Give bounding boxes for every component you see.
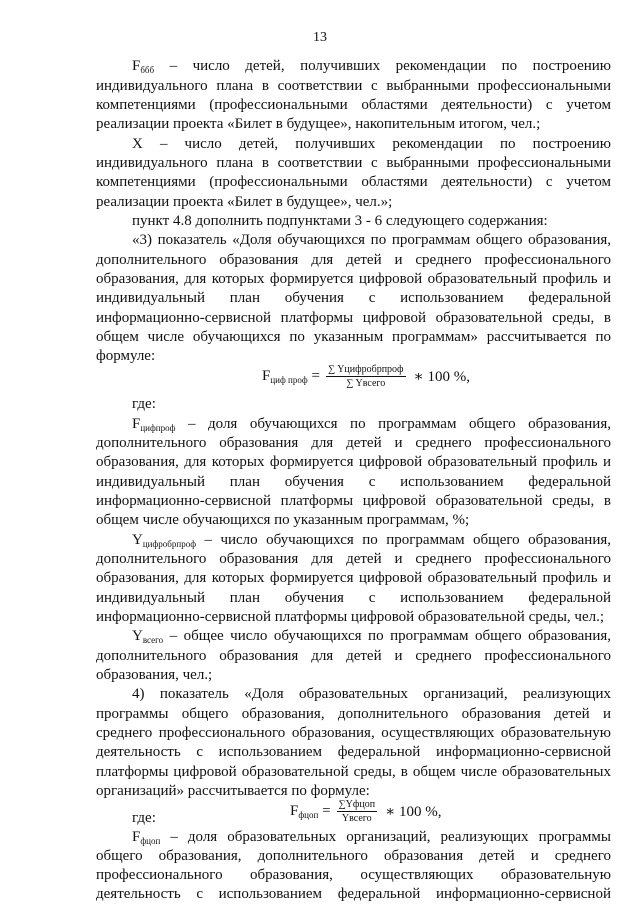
p5-line-6: организаций» рассчитывается по формуле:: [96, 783, 370, 799]
formula-2-numerator: ∑Yфцоп: [338, 799, 376, 810]
formula-1: [262, 364, 470, 389]
def2-line-5: информационно-сервисной платформы цифровой образовательной среды, чел.;: [96, 609, 605, 625]
p1-line-3: компетенциями (профессиональными областями деятельности) с учетом: [96, 97, 611, 113]
p4-line-1: «3) показатель «Доля обучающихся по программам общего образования,: [132, 232, 611, 248]
p5-line-4: деятельность с использованием федеральной информационно-сервисной: [96, 744, 611, 760]
formula-2-lhs: $F_{фцоп}$ =: [290, 803, 331, 820]
def4-line-2: общего образования, дополнительного образования детей и среднего: [96, 848, 611, 864]
formula-1-numerator: ∑ Yцифробрпроф: [327, 364, 404, 375]
where-1: где:: [132, 396, 156, 412]
def2-line-2: дополнительного образования для детей и среднего профессионального: [96, 551, 611, 567]
p1-line-4: реализации проекта «Билет в будущее», накопительным итогом, чел.;: [96, 116, 541, 132]
p4-line-3: образования, для которых формируется цифровой образовательный профиль и: [96, 271, 611, 287]
def1-line-3: образования, для которых формируется цифровой образовательный профиль и: [96, 454, 611, 470]
p5-line-5: платформы цифровой образовательной среды, в общем числе образовательных: [96, 764, 611, 780]
def4-line-4: деятельность с использованием федеральной информационно-сервисной: [96, 886, 611, 902]
p3-line: пункт 4.8 дополнить подпунктами 3 - 6 следующего содержания:: [132, 213, 548, 229]
p2-line-3: компетенциями (профессиональными областями деятельности) с учетом: [96, 174, 611, 190]
p5-line-2: программы общего образования, дополнительного образования детей и: [96, 706, 611, 722]
page-number: 13: [313, 30, 327, 45]
def3-line-3: образования, чел.;: [96, 667, 213, 683]
p4-line-4: индивидуальный план обучения с использованием федеральной: [96, 290, 611, 306]
def1-line-6: общем числе обучающихся по указанным программам, %;: [96, 512, 470, 528]
where-2: где:: [132, 810, 156, 826]
p2-line-1: X – число детей, получивших рекомендации по построению: [132, 136, 611, 152]
def2-line-1: $Y_{цифробрпроф}$ – число обучающихся по программам общего образования,: [132, 532, 611, 549]
def1-line-1: $F_{цифпроф}$ – доля обучающихся по программам общего образования,: [132, 416, 611, 433]
def1-line-2: дополнительного образования для детей и среднего профессионального: [96, 435, 611, 451]
p1-line-2: индивидуального плана в соответствии с выбранными профессиональными: [96, 78, 611, 94]
def4-line-3: профессионального образования, осуществляющих образовательную: [96, 867, 611, 883]
p4-line-7: формуле:: [96, 348, 156, 364]
def1-line-5: информационно-сервисной платформы цифровой образовательной среды, в: [96, 493, 611, 509]
p5-line-3: среднего профессионального образования, осуществляющих образовательную: [96, 725, 611, 741]
p2-line-2: индивидуального плана в соответствии с выбранными профессиональными: [96, 155, 611, 171]
def3-line-2: дополнительного образования для детей и среднего профессионального: [96, 648, 611, 664]
p5-line-1: 4) показатель «Доля образовательных организаций, реализующих: [132, 686, 611, 702]
p1-line-1: $F_{ббб}$ – число детей, получивших рекомендации по построению: [132, 58, 611, 75]
def2-line-3: образования, для которых формируется цифровой образовательный профиль и: [96, 570, 611, 586]
formula-1-fraction: [326, 364, 406, 389]
p4-line-6: общем числе обучающихся по указанным программам» рассчитывается по: [96, 329, 611, 345]
p2-line-4: реализации проекта «Билет в будущее», чел.»;: [96, 194, 393, 210]
def4-line-1: $F_{фцоп}$ – доля образовательных организаций, реализующих программы: [132, 829, 611, 846]
def2-line-4: индивидуальный план обучения с использованием федеральной: [96, 590, 611, 606]
p4-line-2: дополнительного образования для детей и среднего профессионального: [96, 252, 611, 268]
formula-2-denominator: Yвсего: [341, 813, 372, 824]
formula-2-rhs: ∗ 100 %,: [385, 804, 442, 820]
def1-line-4: индивидуальный план обучения с использованием федеральной: [96, 474, 611, 490]
p4-line-5: информационно-сервисной платформы цифровой образовательной среды, в: [96, 310, 611, 326]
formula-1-denominator: ∑ Yвсего: [346, 378, 386, 389]
formula-1-lhs: $F_{циф проф}$ =: [262, 368, 320, 385]
formula-1-rhs: ∗ 100 %,: [413, 369, 470, 385]
def3-line-1: $Y_{всего}$ – общее число обучающихся по программам общего образования,: [132, 628, 611, 645]
